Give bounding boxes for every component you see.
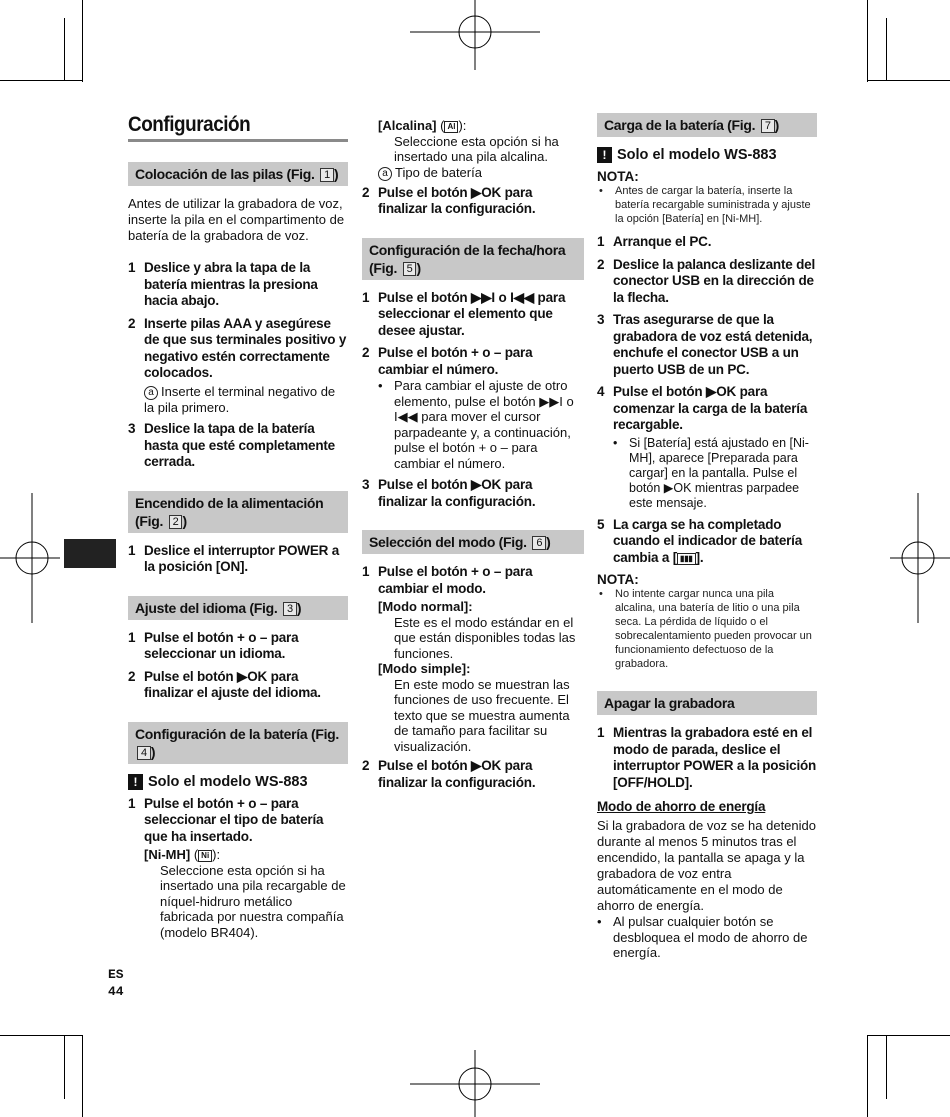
title-rule bbox=[128, 139, 348, 142]
step-text: Mientras la grabadora esté en el modo de parada, deslice el interruptor bbox=[613, 725, 813, 773]
step-text: Deslice la palanca deslizante del conector USB en la dirección de la flecha. bbox=[613, 256, 815, 305]
step-text: Deslice y abra la tapa de la batería mientras la presiona hacia abajo. bbox=[144, 260, 318, 308]
step-item bbox=[362, 758, 584, 791]
step-item bbox=[597, 517, 817, 567]
option-name: [Alcalina] bbox=[378, 118, 437, 133]
step-text: Pulse el botón ▶OK para finalizar la configuración. bbox=[378, 477, 536, 509]
section-header-modo bbox=[362, 530, 584, 554]
step-item bbox=[128, 260, 348, 310]
step-number: 1 bbox=[597, 234, 605, 249]
step-item bbox=[362, 185, 584, 218]
note-heading: NOTA: bbox=[597, 572, 639, 587]
pilas-intro: Antes de utilizar la grabadora de voz, inserte la pila en el compartimento de batería de la grabadora de voz. bbox=[128, 196, 345, 243]
step-item bbox=[597, 725, 817, 791]
step-number: 1 bbox=[597, 725, 605, 740]
step-item bbox=[597, 257, 817, 307]
ahorro-text: Si la grabadora de voz se ha detenido durante al menos 5 minutos tras el encendido, la pantalla se apaga y la grabadora de voz entra automáticamente en el modo de ahorro de energía. bbox=[597, 818, 816, 913]
step-number: 1 bbox=[128, 629, 136, 645]
option-desc: Seleccione esta opción si ha insertado una pila alcalina. bbox=[394, 133, 559, 164]
step-text: Pulse el botón ▶▶I o I◀◀ para seleccionar el elemento que desee ajustar. bbox=[378, 289, 566, 338]
fig-ref: 7 bbox=[761, 119, 775, 133]
bullet-item bbox=[362, 378, 584, 471]
section-header-carga bbox=[597, 113, 817, 137]
step-text: Tras asegurarse de que la grabadora de voz está detenida, enchufe el conector USB a un puerto USB de un PC. bbox=[613, 312, 813, 377]
bullet-mark: • bbox=[599, 185, 603, 197]
crop-mark bbox=[64, 1035, 65, 1099]
step-text: Pulse el botón + o – para seleccionar un idioma. bbox=[144, 629, 299, 661]
warning-icon: ! bbox=[597, 147, 612, 163]
section-label: Selección del modo (Fig. bbox=[369, 534, 531, 550]
note-text: Antes de cargar la batería, inserte la batería recargable suministrada y ajuste la opción [Batería] en [Ni-MH]. bbox=[615, 185, 811, 225]
step-number: 2 bbox=[128, 668, 136, 684]
option-desc: Seleccione esta opción si ha insertado una pila recargable de níquel-hidruro metálico fabricada por nuestra compañía (modelo BR404). bbox=[160, 862, 346, 940]
step-number: 2 bbox=[128, 315, 136, 331]
model-label: Solo el modelo WS-883 bbox=[617, 147, 777, 163]
fig-ref: 6 bbox=[532, 536, 546, 550]
registration-mark-bottom bbox=[410, 1050, 540, 1117]
crop-mark bbox=[0, 80, 82, 81]
fig-ref: 5 bbox=[403, 262, 417, 276]
crop-mark bbox=[886, 1035, 887, 1099]
step-number: 2 bbox=[362, 184, 370, 200]
step-text: Pulse el botón ▶OK para finalizar el ajuste del idioma. bbox=[144, 668, 321, 700]
option-desc: Este es el modo estándar en el que están disponibles todas las funciones. bbox=[394, 614, 576, 661]
option-label bbox=[362, 599, 584, 615]
step-item bbox=[362, 345, 584, 378]
battery-alcalina-icon: Al bbox=[444, 121, 458, 133]
step-text: . bbox=[244, 559, 248, 574]
key-name: [ON] bbox=[215, 559, 245, 574]
note-item bbox=[597, 184, 817, 226]
bullet-mark: • bbox=[378, 378, 383, 393]
section-label-close: ) bbox=[150, 743, 156, 760]
section-label: Configuración de la batería (Fig. bbox=[135, 725, 340, 742]
fig-ref: 4 bbox=[137, 746, 151, 760]
section-label-close: ) bbox=[182, 512, 187, 529]
step-text: Pulse el botón ▶OK para comenzar la carga de la batería recargable. bbox=[613, 384, 808, 432]
note-heading: NOTA: bbox=[597, 169, 639, 184]
registration-mark-right bbox=[890, 493, 950, 623]
step-text: La carga se ha completado cuando el indicador de batería cambia a [ bbox=[613, 516, 803, 565]
step-number: 2 bbox=[362, 345, 370, 360]
language-code: ES bbox=[108, 967, 124, 982]
section-header-apagar bbox=[597, 691, 817, 715]
step-text: a la posición bbox=[144, 542, 340, 574]
crop-mark bbox=[82, 1035, 83, 1117]
step-text: Deslice el interruptor bbox=[144, 542, 279, 558]
step-number: 3 bbox=[597, 312, 605, 327]
sub-note-text: Tipo de batería bbox=[395, 164, 482, 180]
section-header-idioma bbox=[128, 596, 348, 620]
section-header-bateria bbox=[128, 722, 348, 764]
section-label: Colocación de las pilas (Fig. bbox=[135, 166, 319, 182]
step-text: Deslice la tapa de la batería hasta que esté completamente cerrada. bbox=[144, 421, 335, 469]
step-item bbox=[128, 543, 348, 576]
bullet-text: Si [Batería] está ajustado en [Ni-MH], aparece [Preparada para cargar] en la pantalla. Pulse el botón ▶OK mientras parpadee este mensaje. bbox=[629, 435, 809, 510]
section-label-close: ) bbox=[774, 117, 780, 133]
section-header-pilas bbox=[128, 162, 348, 186]
model-note bbox=[128, 774, 348, 790]
page-title: Configuración bbox=[128, 113, 251, 136]
step-text: ]. bbox=[695, 549, 704, 565]
bullet-mark: • bbox=[597, 914, 602, 929]
section-label-close: ) bbox=[296, 599, 302, 616]
option-name: [Modo simple]: bbox=[378, 661, 471, 676]
key-name: POWER bbox=[683, 758, 734, 773]
key-name: POWER bbox=[278, 542, 329, 558]
step-number: 4 bbox=[597, 384, 605, 399]
section-label: Ajuste del idioma (Fig. bbox=[135, 599, 282, 616]
step-item bbox=[128, 796, 348, 846]
fig-ref: 1 bbox=[320, 168, 334, 182]
step-text: Pulse el botón + o – para cambiar el modo. bbox=[378, 564, 533, 596]
battery-full-icon: ▮▮▮ bbox=[677, 553, 696, 565]
option-name: [Ni-MH] bbox=[144, 847, 191, 862]
step-text: Pulse el botón ▶OK para finalizar la configuración. bbox=[378, 758, 536, 790]
sub-note-text: Inserte el terminal negativo de la pila primero. bbox=[144, 383, 336, 415]
bullet-text: Para cambiar el ajuste de otro elemento, pulse el botón ▶▶I o I◀◀ para mover el cursor parpadeante y, a continuación, pulse el botón + o – para cambiar el número. bbox=[394, 378, 574, 471]
step-item bbox=[128, 669, 348, 702]
step-text: Pulse el botón ▶OK para finalizar la configuración. bbox=[378, 184, 536, 216]
section-label: Carga de la batería (Fig. bbox=[604, 117, 759, 133]
bullet-mark: • bbox=[613, 435, 618, 450]
step-number: 1 bbox=[362, 289, 370, 305]
column-1 bbox=[128, 113, 348, 940]
fig-ref: 3 bbox=[283, 602, 297, 616]
section-label: Apagar la grabadora bbox=[604, 695, 735, 711]
crop-mark bbox=[64, 18, 65, 80]
crop-mark bbox=[867, 0, 868, 82]
step-text: a la posición bbox=[733, 758, 817, 773]
warning-icon: ! bbox=[128, 774, 143, 790]
bullet-mark: • bbox=[599, 588, 603, 600]
step-number: 2 bbox=[362, 758, 370, 773]
option-label: [Ni-MH] ( Ni ): bbox=[144, 847, 221, 862]
sub-note bbox=[362, 165, 584, 181]
option-name: [Modo normal]: bbox=[378, 599, 473, 614]
bullet-item bbox=[597, 436, 817, 511]
step-text: . bbox=[688, 774, 693, 790]
step-item bbox=[362, 564, 584, 597]
section-label-close: ) bbox=[416, 259, 421, 276]
step-item bbox=[597, 312, 817, 378]
registration-mark-top bbox=[410, 0, 540, 70]
crop-mark bbox=[867, 1035, 868, 1117]
step-item bbox=[128, 421, 348, 471]
crop-mark bbox=[886, 18, 887, 80]
fig-ref: 2 bbox=[169, 515, 183, 529]
chapter-tab bbox=[64, 539, 116, 568]
step-text: Pulse el botón + o – para seleccionar el tipo de batería que ha insertado. bbox=[144, 795, 324, 844]
page-footer bbox=[108, 966, 124, 1000]
bullet-item bbox=[597, 914, 817, 961]
model-note bbox=[597, 147, 817, 163]
step-item bbox=[128, 316, 348, 382]
section-header-encendido bbox=[128, 491, 348, 533]
section-header-fecha bbox=[362, 238, 584, 280]
section-label-close: ) bbox=[333, 166, 339, 182]
crop-mark bbox=[868, 80, 950, 81]
page-number: 44 bbox=[108, 984, 124, 999]
option-desc: En este modo se muestran las funciones de uso frecuente. El texto que se muestra aumenta de tamaño para facilitar su visualización. bbox=[394, 676, 570, 754]
model-label: Solo el modelo WS-883 bbox=[148, 773, 308, 790]
bullet-text: Al pulsar cualquier botón se desbloquea el modo de ahorro de energía. bbox=[613, 914, 808, 960]
step-item bbox=[128, 630, 348, 663]
option-label bbox=[362, 661, 584, 677]
step-number: 1 bbox=[128, 795, 136, 811]
crop-mark bbox=[868, 1035, 950, 1036]
section-label: Encendido de la alimentación (Fig. bbox=[135, 494, 324, 529]
section-label-close: ) bbox=[546, 534, 551, 550]
step-text: Arranque el PC. bbox=[613, 234, 712, 249]
option-label: [Alcalina] ( Al ): bbox=[378, 118, 467, 133]
step-item bbox=[362, 477, 584, 510]
step-text: Pulse el botón + o – para cambiar el número. bbox=[378, 345, 533, 377]
registration-mark-left bbox=[0, 493, 60, 623]
step-item bbox=[597, 234, 817, 251]
step-number: 3 bbox=[128, 421, 136, 436]
note-text: No intente cargar nunca una pila alcalina, una batería de litio o una pila seca. La pérdida de líquido o el sobrecalentamiento pueden provocar un funcionamiento defectuoso de la grabadora. bbox=[615, 588, 812, 670]
section-label: Configuración de la fecha/hora (Fig. bbox=[369, 241, 566, 276]
step-number: 2 bbox=[597, 256, 605, 272]
step-number: 1 bbox=[128, 260, 136, 275]
crop-mark bbox=[0, 1035, 82, 1036]
step-number: 1 bbox=[362, 564, 370, 579]
step-text: Inserte pilas AAA y asegúrese de que sus terminales positivo y negativo estén correctamente colocados. bbox=[144, 315, 347, 380]
sub-note bbox=[128, 384, 348, 416]
step-item bbox=[597, 384, 817, 434]
step-number: 5 bbox=[597, 516, 605, 532]
subsection-title: Modo de ahorro de energía bbox=[597, 799, 766, 814]
battery-nimh-icon: Ni bbox=[198, 850, 212, 862]
circle-mark: a bbox=[378, 167, 392, 181]
column-3 bbox=[597, 113, 817, 961]
step-item bbox=[362, 290, 584, 340]
crop-mark bbox=[82, 0, 83, 82]
column-2 bbox=[362, 118, 584, 797]
note-item bbox=[597, 587, 817, 671]
circle-mark: a bbox=[144, 386, 158, 400]
step-number: 3 bbox=[362, 477, 370, 492]
step-number: 1 bbox=[128, 542, 136, 558]
key-name: [OFF/HOLD] bbox=[613, 774, 689, 790]
